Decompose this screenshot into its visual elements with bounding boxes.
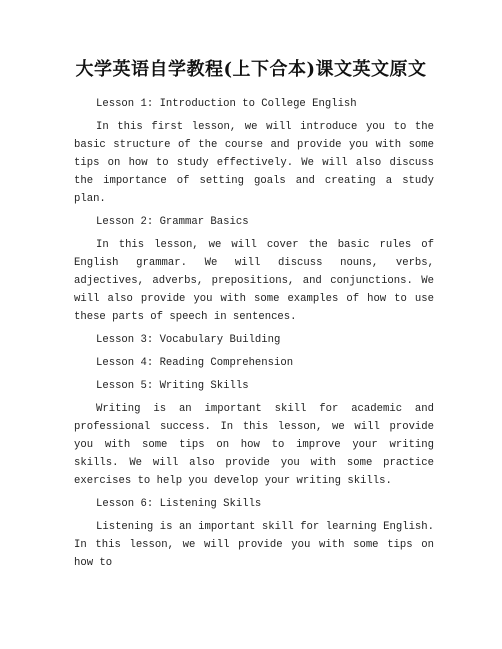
lesson-6-paragraph: Listening is an important skill for learning English. In this lesson, we will provide you with some tips on how to: [74, 521, 434, 569]
lesson-6-heading: Lesson 6: Listening Skills: [96, 498, 262, 510]
lesson-5-paragraph: Writing is an important skill for academic and professional success. In this lesson, we will provide you with some tips on how to improve your writing skills. We will also provide you with some practice exercises to help you develop your writing skills.: [74, 403, 434, 487]
lesson-4-heading: Lesson 4: Reading Comprehension: [96, 357, 294, 369]
lesson-1-paragraph: In this first lesson, we will introduce you to the basic structure of the course and provide you with some tips on how to study effectively. We will also discuss the importance of setting goals and creating a study plan.: [74, 121, 434, 205]
lesson-1-heading: Lesson 1: Introduction to College English: [96, 98, 357, 110]
lesson-3-heading: Lesson 3: Vocabulary Building: [96, 334, 281, 346]
lesson-5-heading: Lesson 5: Writing Skills: [96, 380, 249, 392]
lesson-2-paragraph: In this lesson, we will cover the basic rules of English grammar. We will discuss nouns, verbs, adjectives, adverbs, prepositions, and conjunctions. We will also provide you with some examples of how to use these parts of speech in sentences.: [74, 239, 434, 323]
document-body: [74, 95, 434, 577]
document-title: 大学英语自学教程(上下合本)课文英文原文: [75, 59, 427, 80]
lesson-2-heading: Lesson 2: Grammar Basics: [96, 216, 249, 228]
